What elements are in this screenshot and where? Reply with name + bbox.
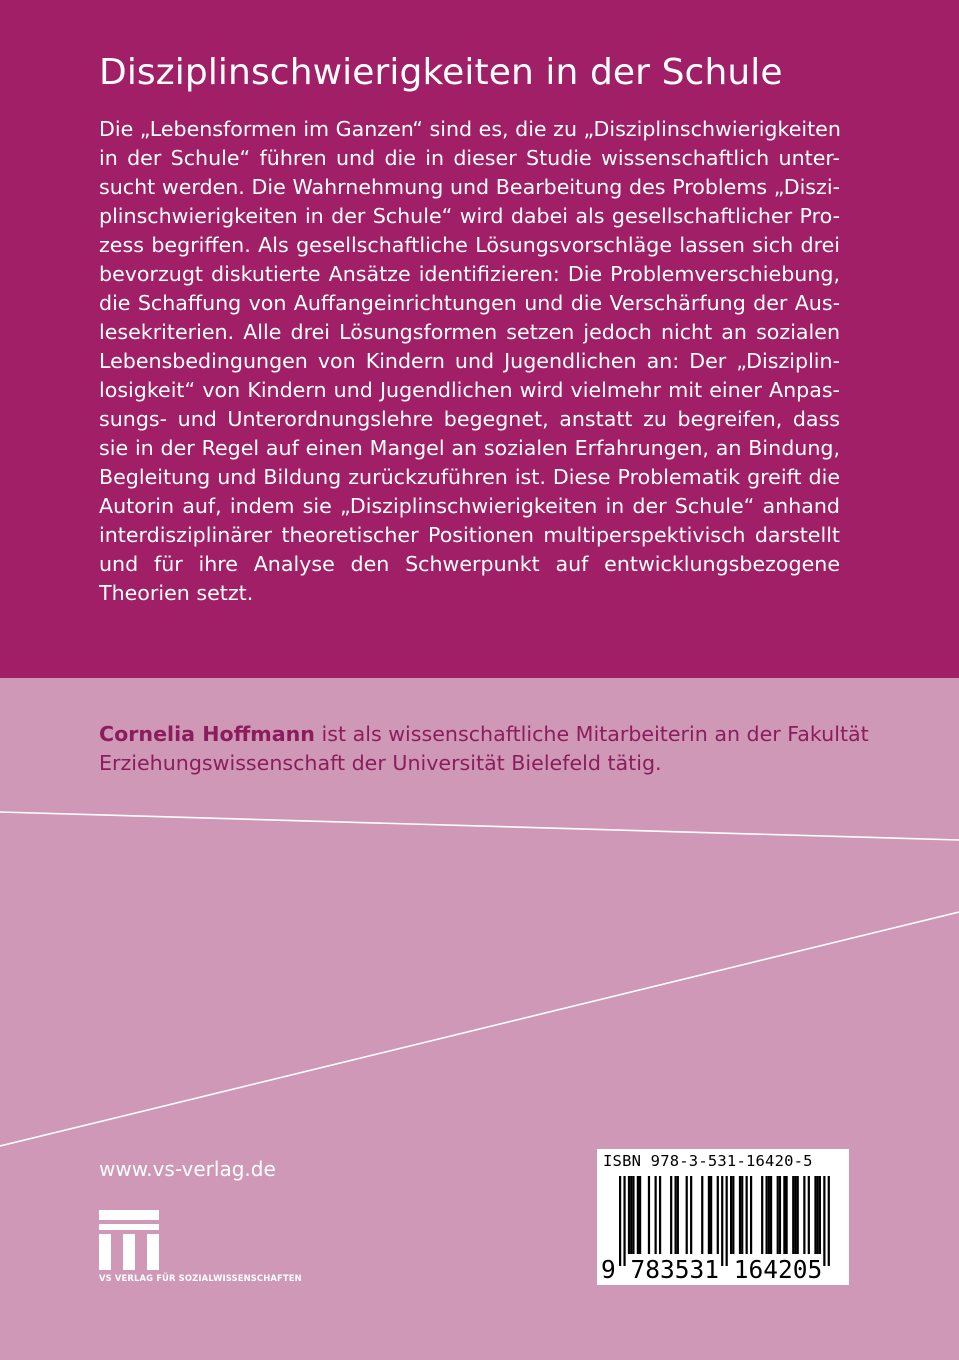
blurb-line: losigkeit“ von Kindern und Jugendlichen wird vielmehr mit einer Anpas- [99, 378, 840, 402]
barcode-bar [770, 1176, 772, 1254]
author-bio-line-1-rest: ist als wissenschaftliche Mitarbeiterin an der Fakultät [314, 722, 869, 746]
isbn-label: ISBN 978-3-531-16420-5 [603, 1152, 813, 1170]
blurb-line: Autorin auf, indem sie „Disziplinschwierigkeiten in der Schule“ anhand [99, 494, 840, 518]
barcode-bar [708, 1176, 710, 1254]
blurb-line: die Schaffung von Auffangeinrichtungen und die Verschärfung der Aus- [99, 291, 840, 315]
decorative-line-upper [0, 812, 959, 840]
barcode-bar [797, 1176, 799, 1254]
barcode-bar [732, 1176, 734, 1254]
barcode-bar [766, 1176, 768, 1254]
barcode-bar [792, 1176, 794, 1254]
barcode-bar [710, 1176, 712, 1254]
blurb-line: sie in der Regel auf einen Mangel an sozialen Erfahrungen, an Bindung, [99, 436, 840, 460]
barcode-bar [761, 1176, 763, 1254]
barcode-guard-bar [828, 1176, 830, 1266]
barcode-bar [639, 1176, 641, 1254]
barcode-guard-bar [726, 1176, 728, 1266]
publisher-website: www.vs-verlag.de [99, 1157, 276, 1181]
barcode-bar [794, 1176, 796, 1254]
isbn-barcode [597, 1149, 849, 1285]
barcode-bar [814, 1176, 816, 1254]
barcode-guard-bar [721, 1176, 723, 1266]
barcode-bar [701, 1176, 703, 1254]
barcode-bar [783, 1176, 785, 1254]
blurb-line: bevorzugt diskutierte Ansätze identifizieren: Die Problemverschiebung, [99, 262, 840, 286]
barcode-bar [659, 1176, 661, 1254]
barcode-bar [739, 1176, 741, 1254]
book-title: Disziplinschwierigkeiten in der Schule [99, 52, 783, 93]
barcode-bar [655, 1176, 657, 1254]
blurb-line: und für ihre Analyse den Schwerpunkt auf entwicklungsbezogene [99, 552, 840, 576]
barcode-bar [670, 1176, 672, 1254]
barcode-bar [677, 1176, 679, 1254]
barcode-bar [675, 1176, 677, 1254]
blurb-line: sucht werden. Die Wahrnehmung und Bearbeitung des Problems „Diszi- [99, 175, 840, 199]
barcode-bar [819, 1176, 821, 1254]
barcode-bar [786, 1176, 788, 1254]
blurb-line: Theorien setzt. [99, 581, 254, 605]
barcode-bar [628, 1176, 630, 1254]
blurb-text [99, 115, 840, 608]
barcode-bar [690, 1176, 692, 1254]
barcode-digits: 9 783531 164205 [601, 1255, 823, 1284]
blurb-line: plinschwierigkeiten in der Schule“ wird dabei als gesellschaftlicher Pro- [99, 204, 840, 228]
barcode-bar [746, 1176, 748, 1254]
barcode-bar [803, 1176, 805, 1254]
barcode-bar [750, 1176, 752, 1254]
barcode-bar [779, 1176, 781, 1254]
blurb-line: zess begriffen. Als gesellschaftliche Lösungsvorschläge lassen sich drei [99, 233, 840, 257]
blurb-line: interdisziplinärer theoretischer Positionen multiperspektivisch darstellt [99, 523, 840, 547]
barcode-bar [637, 1176, 639, 1254]
author-name: Cornelia Hoffmann [99, 722, 315, 746]
barcode-bar [630, 1176, 632, 1254]
barcode-bar [632, 1176, 634, 1254]
author-bio [99, 720, 899, 778]
blurb-line: Lebensbedingungen von Kindern und Jugendlichen an: Der „Disziplin- [99, 349, 840, 373]
barcode-bar [741, 1176, 743, 1254]
barcode-bar [768, 1176, 770, 1254]
barcode-guard-bar [619, 1176, 621, 1266]
blurb-line: in der Schule“ führen und die in dieser Studie wissenschaftlich unter- [99, 146, 840, 170]
barcode-guard-bar [623, 1176, 625, 1266]
barcode-bar [686, 1176, 688, 1254]
blurb-line: sungs- und Unterordnungslehre begegnet, anstatt zu begreifen, dass [99, 407, 840, 431]
author-bio-line-1 [99, 720, 899, 749]
blurb-line: Die „Lebensformen im Ganzen“ sind es, die zu „Disziplinschwierigkeiten [99, 117, 841, 141]
barcode-bar [648, 1176, 650, 1254]
barcode-bar [717, 1176, 719, 1254]
decorative-line-diagonal [0, 912, 959, 1146]
barcode-bar [777, 1176, 779, 1254]
barcode-guard-bar [823, 1176, 825, 1266]
barcode-bar [808, 1176, 810, 1254]
publisher-logo-icon [99, 1210, 159, 1270]
barcode-bar [817, 1176, 819, 1254]
top-panel [0, 0, 959, 678]
blurb-line: Begleitung und Bildung zurückzuführen ist. Diese Problematik greift die [99, 465, 840, 489]
author-bio-line-2: Erziehungswissenschaft der Universität Bielefeld tätig. [99, 751, 662, 775]
barcode-bar [730, 1176, 732, 1254]
publisher-logo-text: VS VERLAG FÜR SOZIALWISSENSCHAFTEN [99, 1273, 302, 1283]
blurb-line: lesekriterien. Alle drei Lösungsformen setzen jedoch nicht an sozialen [99, 320, 840, 344]
